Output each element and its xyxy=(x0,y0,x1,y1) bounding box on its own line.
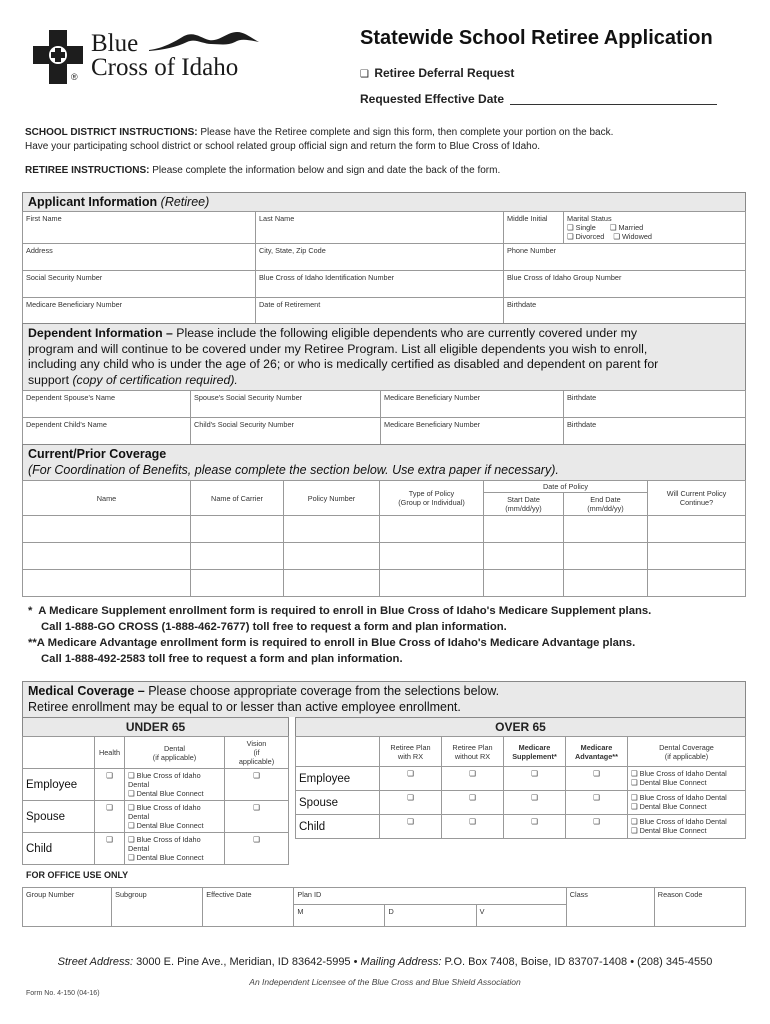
applicant-title-italic: (Retiree) xyxy=(160,195,210,209)
o65-child-dental1[interactable]: ❑ xyxy=(631,817,638,826)
u65-employee-vision[interactable]: ❑ xyxy=(225,769,289,801)
applicant-header xyxy=(22,192,746,211)
divorced-checkbox[interactable]: ❑ xyxy=(567,232,574,241)
deferral-label: Retiree Deferral Request xyxy=(374,66,515,80)
o65-employee-label: Employee xyxy=(296,767,380,791)
o65-spouse-plan-rx[interactable]: ❑ xyxy=(380,791,442,815)
o65-child-label: Child xyxy=(296,815,380,839)
registered-mark: ® xyxy=(71,72,78,82)
brand-line1: Blue xyxy=(91,30,139,57)
ssn-field[interactable]: Social Security Number xyxy=(23,271,256,298)
office-use-table xyxy=(22,887,746,927)
under65-title: UNDER 65 xyxy=(22,717,289,736)
o65-employee-plan-rx[interactable]: ❑ xyxy=(380,767,442,791)
deferral-checkbox[interactable]: ❑ xyxy=(360,69,369,80)
mountains-icon xyxy=(149,30,259,52)
u65-child-health[interactable]: ❑ xyxy=(95,833,125,865)
footer-licensee: An Independent Licensee of the Blue Cross and Blue Shield Association xyxy=(249,977,521,987)
over65-table: Retiree Plan with RX Retiree Plan without RX Medicare Supplement* Medicare Advantage** Dental Coverage (if applicable) Employee ❑ ❑ ❑ ❑ ❑ Blue Cross of Idaho Dental ❑ Dental Blue Connect Spouse ❑ ❑ ❑ ❑ ❑ Blue Cross of Idaho Dental ❑ Dental Blue Connect Child ❑ ❑ ❑ ❑ ❑ Blue Cross of Idaho Dental ❑ Dental Blue Connect xyxy=(295,736,746,839)
plan-norx-header: Retiree Plan without RX xyxy=(442,737,504,767)
married-checkbox[interactable]: ❑ xyxy=(609,223,617,232)
u65-spouse-vision[interactable]: ❑ xyxy=(225,801,289,833)
medical-section xyxy=(22,681,746,717)
u65-employee-dental1[interactable]: ❑ xyxy=(128,771,135,780)
form-number: Form No. 4-150 (04-16) xyxy=(26,990,100,997)
brand-line2: Cross of Idaho xyxy=(91,54,239,81)
o65-spouse-dental2[interactable]: ❑ xyxy=(631,802,638,811)
under65-table: Health Dental (if applicable) Vision (if applicable) Employee ❑ ❑ Blue Cross of Idaho Dental ❑ Dental Blue Connect ❑ Spouse ❑ ❑ Blue Cross of Idaho Dental ❑ Dental Blue Connect ❑ Child ❑ ❑ Blue Cross of Idaho Dental ❑ Dental Blue Connect ❑ xyxy=(22,736,289,865)
policy-number-header: Policy Number xyxy=(284,481,380,516)
o65-child-dental2[interactable]: ❑ xyxy=(631,826,638,835)
group-number-field[interactable]: Blue Cross of Idaho Group Number xyxy=(504,271,746,298)
o65-employee-dental2[interactable]: ❑ xyxy=(631,778,638,787)
effective-date-label: Requested Effective Date xyxy=(360,92,505,106)
office-use-title: FOR OFFICE USE ONLY xyxy=(26,870,129,880)
effective-date-row xyxy=(360,92,504,106)
coverage-row[interactable] xyxy=(23,543,746,570)
o65-spouse-label: Spouse xyxy=(296,791,380,815)
spouse-ssn-field[interactable]: Spouse's Social Security Number xyxy=(191,391,381,418)
marital-status-field: Marital Status ❑ Single ❑ Married ❑ Divorced ❑ Widowed xyxy=(564,212,746,244)
vision-header: Vision (if applicable) xyxy=(225,737,289,769)
over65-block xyxy=(295,717,746,839)
o65-child-supplement[interactable]: ❑ xyxy=(504,815,566,839)
over65-title: OVER 65 xyxy=(295,717,746,736)
o65-employee-supplement[interactable]: ❑ xyxy=(504,767,566,791)
address-field[interactable]: Address xyxy=(23,244,256,271)
under65-block xyxy=(22,717,289,865)
u65-employee-label: Employee xyxy=(23,769,95,801)
child-medicare-field[interactable]: Medicare Beneficiary Number xyxy=(381,418,564,445)
coverage-section xyxy=(22,444,746,597)
deferral-request[interactable] xyxy=(360,66,514,80)
advantage-header: Medicare Advantage** xyxy=(566,737,628,767)
office-plan-d[interactable]: D xyxy=(385,905,476,927)
u65-child-vision[interactable]: ❑ xyxy=(225,833,289,865)
carrier-header: Name of Carrier xyxy=(191,481,284,516)
u65-spouse-dental1[interactable]: ❑ xyxy=(128,803,135,812)
district-instructions xyxy=(25,126,745,154)
applicant-table xyxy=(22,211,746,325)
o65-child-plan-rx[interactable]: ❑ xyxy=(380,815,442,839)
first-name-field[interactable]: First Name xyxy=(23,212,256,244)
end-date-header: End Date (mm/dd/yy) xyxy=(564,493,648,516)
office-plan-m[interactable]: M xyxy=(294,905,385,927)
spouse-medicare-field[interactable]: Medicare Beneficiary Number xyxy=(381,391,564,418)
type-header: Type of Policy (Group or Individual) xyxy=(380,481,484,516)
spouse-birthdate-field[interactable]: Birthdate xyxy=(564,391,746,418)
u65-employee-dental2[interactable]: ❑ xyxy=(128,789,135,798)
office-plan-id: Plan ID xyxy=(294,888,566,905)
district-text2: Have your participating school district or school related group official sign and return the form to Blue Cross of Idaho. xyxy=(25,141,541,152)
office-class[interactable]: Class xyxy=(566,888,654,927)
birthdate-field[interactable]: Birthdate xyxy=(504,298,746,325)
coverage-row[interactable] xyxy=(23,570,746,597)
retiree-instructions xyxy=(25,165,500,176)
coverage-header: Current/Prior Coverage (For Coordination of Benefits, please complete the section below. Use extra paper if necessary). xyxy=(22,444,746,480)
coverage-name-header: Name xyxy=(23,481,191,516)
u65-spouse-label: Spouse xyxy=(23,801,95,833)
dependent-table xyxy=(22,390,746,445)
dental-coverage-header: Dental Coverage (if applicable) xyxy=(628,737,746,767)
office-group-number[interactable]: Group Number xyxy=(23,888,112,927)
dental-header: Dental (if applicable) xyxy=(125,737,225,769)
applicant-section xyxy=(22,192,746,325)
coverage-table xyxy=(22,480,746,597)
child-name-field[interactable]: Dependent Child's Name xyxy=(23,418,191,445)
plan-rx-header: Retiree Plan with RX xyxy=(380,737,442,767)
u65-child-label: Child xyxy=(23,833,95,865)
o65-child-advantage[interactable]: ❑ xyxy=(566,815,628,839)
phone-field[interactable]: Phone Number xyxy=(504,244,746,271)
coverage-row[interactable] xyxy=(23,516,746,543)
u65-child-dental1[interactable]: ❑ xyxy=(128,835,135,844)
single-checkbox[interactable]: ❑ xyxy=(567,223,574,232)
u65-employee-health[interactable]: ❑ xyxy=(95,769,125,801)
city-state-zip-field[interactable]: City, State, Zip Code xyxy=(256,244,504,271)
district-label: SCHOOL DISTRICT INSTRUCTIONS: xyxy=(25,127,198,138)
o65-spouse-advantage[interactable]: ❑ xyxy=(566,791,628,815)
o65-spouse-dental1[interactable]: ❑ xyxy=(631,793,638,802)
dependent-section xyxy=(22,323,746,445)
form-title: Statewide School Retiree Application xyxy=(360,27,713,49)
u65-spouse-dental2[interactable]: ❑ xyxy=(128,821,135,830)
office-reason-code[interactable]: Reason Code xyxy=(654,888,745,927)
o65-employee-advantage[interactable]: ❑ xyxy=(566,767,628,791)
child-birthdate-field[interactable]: Birthdate xyxy=(564,418,746,445)
will-continue-header: Will Current Policy Continue? xyxy=(648,481,746,516)
office-subgroup[interactable]: Subgroup xyxy=(112,888,203,927)
health-header: Health xyxy=(95,737,125,769)
office-effective-date[interactable]: Effective Date xyxy=(203,888,294,927)
retiree-text: Please complete the information below and sign and date the back of the form. xyxy=(152,165,501,176)
footer-address: Street Address: 3000 E. Pine Ave., Meridian, ID 83642-5995 • Mailing Address: P.O. Box 7408, Boise, ID 83707-1408 • (208) 345-4550 xyxy=(57,956,713,968)
effective-date-input[interactable] xyxy=(510,104,717,105)
start-date-header: Start Date (mm/dd/yy) xyxy=(484,493,564,516)
spouse-name-field[interactable]: Dependent Spouse's Name xyxy=(23,391,191,418)
last-name-field[interactable]: Last Name xyxy=(256,212,504,244)
medicare-number-field[interactable]: Medicare Beneficiary Number xyxy=(23,298,256,325)
middle-initial-field[interactable]: Middle Initial xyxy=(504,212,564,244)
widowed-checkbox[interactable]: ❑ xyxy=(613,232,620,241)
retiree-label: RETIREE INSTRUCTIONS: xyxy=(25,165,150,176)
supplement-header: Medicare Supplement* xyxy=(504,737,566,767)
o65-employee-plan-norx[interactable]: ❑ xyxy=(442,767,504,791)
child-ssn-field[interactable]: Child's Social Security Number xyxy=(191,418,381,445)
logo xyxy=(33,28,263,88)
u65-spouse-health[interactable]: ❑ xyxy=(95,801,125,833)
office-plan-v[interactable]: V xyxy=(476,905,566,927)
u65-child-dental2[interactable]: ❑ xyxy=(128,853,135,862)
retirement-date-field[interactable]: Date of Retirement xyxy=(256,298,504,325)
o65-spouse-supplement[interactable]: ❑ xyxy=(504,791,566,815)
o65-child-plan-norx[interactable]: ❑ xyxy=(442,815,504,839)
bci-id-field[interactable]: Blue Cross of Idaho Identification Number xyxy=(256,271,504,298)
dependent-header: Dependent Information – Please include the following eligible dependents who are currently covered under my program and will continue to be covered under my Retiree Program. List all eligible dependents you wish to enroll, including any child who is under the age of 26; or who is medically certified as disabled and dependent on parent for support (copy of certification required). xyxy=(22,323,746,390)
date-of-policy-header: Date of Policy xyxy=(484,481,648,493)
o65-spouse-plan-norx[interactable]: ❑ xyxy=(442,791,504,815)
medicare-notes: * A Medicare Supplement enrollment form is required to enroll in Blue Cross of Idaho's Medicare Supplement plans. Call 1-888-GO CROSS (1-888-462-7677) toll free to request a form and plan information. **A Medicare Advantage enrollment form is required to enroll in Blue Cross of Idaho's Medicare Advantage plans. Call 1-888-492-2583 toll free to request a form and plan information. xyxy=(28,605,652,665)
applicant-title: Applicant Information xyxy=(28,195,158,209)
district-text: Please have the Retiree complete and sign this form, then complete your portion on the back. xyxy=(200,127,614,138)
medical-header: Medical Coverage – Please choose appropriate coverage from the selections below. Retiree enrollment may be equal to or lesser than active employee enrollment. xyxy=(22,681,746,717)
o65-employee-dental1[interactable]: ❑ xyxy=(631,769,638,778)
